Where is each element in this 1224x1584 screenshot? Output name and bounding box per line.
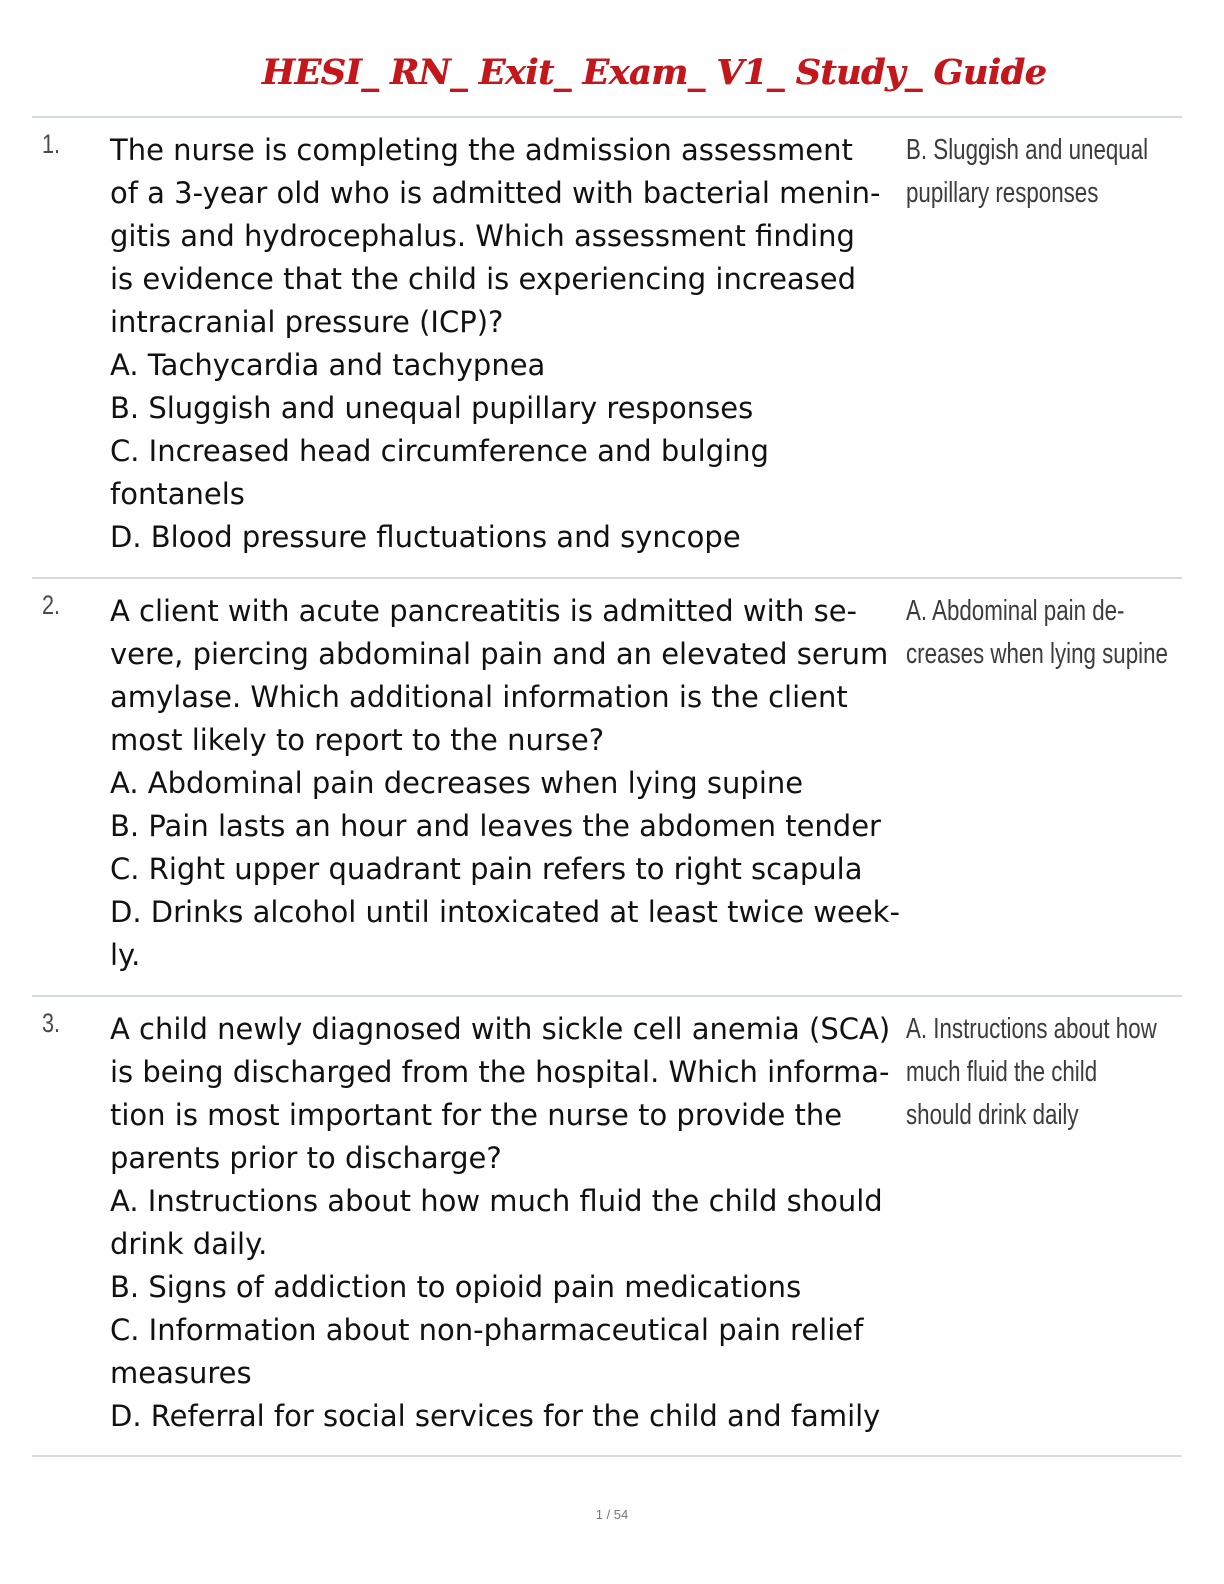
option-line: drink daily. (110, 1227, 268, 1261)
option-line: C. Information about non-pharmaceutical pain relief (110, 1313, 864, 1347)
option-line: D. Referral for social services for the child and family (110, 1399, 881, 1433)
question-line: The nurse is completing the admission assessment (110, 133, 853, 167)
option-line: A. Tachycardia and tachypnea (110, 348, 546, 382)
answer-line: creases when lying supine (906, 638, 1168, 670)
page-number: 1 / 54 (595, 1507, 629, 1522)
question-line: is evidence that the child is experiencing increased (110, 262, 857, 296)
question-number: 2. (42, 590, 61, 620)
divider (32, 995, 1182, 997)
question-line: tion is most important for the nurse to provide the (110, 1098, 843, 1132)
option-line: B. Signs of addiction to opioid pain medications (110, 1270, 802, 1304)
option-line: fontanels (110, 477, 245, 511)
option-line: C. Right upper quadrant pain refers to right scapula (110, 852, 863, 886)
answer-line: B. Sluggish and unequal (906, 134, 1149, 166)
question-number: 1. (42, 129, 61, 159)
option-line: D. Drinks alcohol until intoxicated at least twice week- (110, 895, 900, 929)
question-number: 3. (42, 1008, 61, 1038)
divider (32, 116, 1182, 118)
option-line: B. Sluggish and unequal pupillary responses (110, 391, 754, 425)
question-body (110, 1008, 910, 1438)
option-line: measures (110, 1356, 252, 1390)
answer-line: much fluid the child (906, 1056, 1098, 1088)
question-line: vere, piercing abdominal pain and an elevated serum (110, 637, 889, 671)
option-line: A. Instructions about how much fluid the child should (110, 1184, 883, 1218)
answer-text (906, 1008, 1157, 1137)
option-line: ly. (110, 938, 141, 972)
question-line: parents prior to discharge? (110, 1141, 502, 1175)
question-line: gitis and hydrocephalus. Which assessment finding (110, 219, 855, 253)
answer-text (906, 590, 1168, 676)
question-line: A client with acute pancreatitis is admitted with se- (110, 594, 858, 628)
question-line: intracranial pressure (ICP)? (110, 305, 504, 339)
question-line: A child newly diagnosed with sickle cell anemia (SCA) (110, 1012, 891, 1046)
answer-line: A. Instructions about how (906, 1013, 1157, 1045)
answer-line: pupillary responses (906, 177, 1099, 209)
question-body (110, 590, 910, 977)
divider (32, 577, 1182, 579)
answer-text (906, 129, 1148, 215)
question-body (110, 129, 910, 559)
answer-line: A. Abdominal pain de- (906, 595, 1125, 627)
question-line: is being discharged from the hospital. Which informa- (110, 1055, 890, 1089)
option-line: A. Abdominal pain decreases when lying supine (110, 766, 804, 800)
answer-line: should drink daily (906, 1099, 1079, 1131)
option-line: C. Increased head circumference and bulging (110, 434, 769, 468)
option-line: D. Blood pressure fluctuations and syncope (110, 520, 741, 554)
question-line: amylase. Which additional information is the client (110, 680, 848, 714)
option-line: B. Pain lasts an hour and leaves the abdomen tender (110, 809, 881, 843)
question-line: of a 3-year old who is admitted with bacterial menin- (110, 176, 881, 210)
question-line: most likely to report to the nurse? (110, 723, 605, 757)
divider (32, 1455, 1182, 1457)
page-title: HESI_ RN_ Exit_ Exam_ V1_ Study_ Guide (261, 52, 1047, 93)
